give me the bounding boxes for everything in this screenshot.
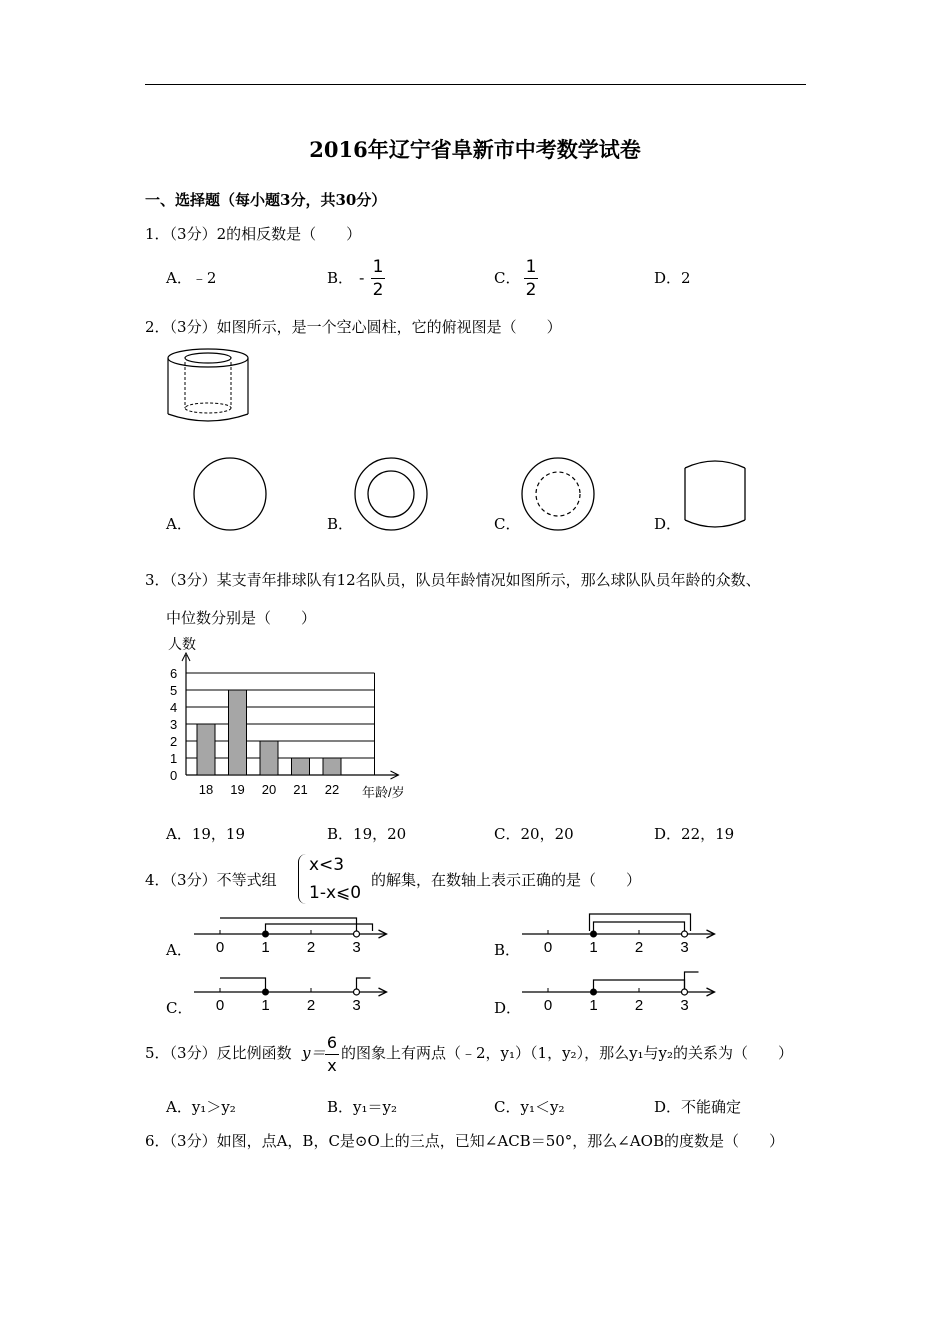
q4-option-d-number-line	[518, 962, 718, 1018]
fraction-numerator: 1	[372, 257, 384, 277]
closed-dot	[591, 931, 597, 937]
chart-xtick-label: 18	[198, 782, 214, 797]
chart-bar	[197, 724, 215, 775]
chart-ytick-label: 6	[170, 666, 178, 681]
number-line-tick-label: 1	[261, 997, 270, 1014]
open-dot	[354, 989, 360, 995]
chart-bar	[292, 758, 310, 775]
solution-bracket-ge3	[685, 972, 699, 989]
fraction-numerator: 6	[326, 1033, 338, 1052]
q4-option-a: A．	[166, 941, 192, 959]
closed-dot	[591, 989, 597, 995]
chart-ytick-label: 0	[170, 768, 178, 783]
open-dot	[354, 931, 360, 937]
q1-option-d: D．2	[654, 269, 691, 287]
q2-option-b-ring	[353, 456, 429, 532]
q4-option-b-number-line	[518, 904, 718, 960]
q2-option-b: B．	[327, 515, 354, 533]
q5-option-d: D．不能确定	[654, 1098, 742, 1116]
q4-option-c-number-line	[190, 962, 390, 1018]
number-line-tick-label: 2	[306, 939, 316, 956]
chart-xtick-label: 21	[293, 782, 308, 797]
solution-bracket-1to3	[594, 980, 685, 989]
hollow-cylinder-figure	[160, 344, 260, 428]
open-dot	[682, 931, 688, 937]
chart-ylabel: 人数	[168, 636, 196, 652]
number-line-tick-label: 3	[352, 997, 361, 1014]
age-bar-chart	[160, 632, 430, 804]
q1-option-b-fraction	[371, 258, 385, 299]
section-heading: 一、选择题（每小题3分，共30分）	[145, 191, 387, 209]
chart-ytick-label: 2	[170, 734, 178, 749]
solution-bracket-le1	[220, 978, 266, 989]
chart-bar	[260, 741, 278, 775]
number-line-tick-label: 3	[680, 939, 689, 956]
question-5-stem-suffix: 的图象上有两点（﹣2，y₁）（1，y₂），那么y₁与y₂的关系为（ ）	[341, 1044, 794, 1062]
question-3-stem-line1: 3．（3分）某支青年排球队有12名队员，队员年龄情况如图所示，那么球队队员年龄的众数、	[145, 571, 761, 589]
chart-xtick-label: 19	[230, 782, 245, 797]
open-dot	[682, 989, 688, 995]
brace	[298, 854, 307, 904]
chart-ytick-label: 1	[170, 751, 178, 766]
number-line-tick-label: 0	[215, 939, 225, 956]
page-title: 2016年辽宁省阜新市中考数学试卷	[309, 137, 641, 162]
chart-ytick-label: 3	[170, 717, 178, 732]
inequality-system	[298, 852, 368, 908]
q3-option-a: A．19，19	[166, 825, 246, 843]
q4-option-c: C．	[166, 999, 193, 1017]
q5-option-c: C．y₁＜y₂	[494, 1098, 565, 1116]
number-line-tick-label: 1	[261, 939, 270, 956]
q5-fraction	[325, 1034, 339, 1075]
q5-y-equals: y＝	[302, 1044, 326, 1062]
q2-option-a-circle	[192, 456, 268, 532]
q1-option-b-label: B．	[327, 269, 354, 287]
chart-xtick-label: 22	[324, 782, 340, 797]
q1-option-b-sign: -	[359, 269, 365, 287]
question-4-stem-prefix: 4．（3分）不等式组	[145, 871, 277, 889]
q1-option-c-label: C．	[494, 269, 521, 287]
inequality-2: 1-x⩽0	[309, 883, 362, 903]
number-line-tick-label: 3	[680, 997, 689, 1014]
fraction-denominator: 2	[525, 280, 537, 300]
q2-option-c: C．	[494, 515, 521, 533]
fraction-denominator: 2	[372, 280, 384, 300]
q3-option-d: D．22，19	[654, 825, 735, 843]
number-line-tick-label: 2	[306, 997, 316, 1014]
fraction-bar	[325, 1054, 339, 1055]
closed-dot	[263, 989, 269, 995]
solution-bracket-lt3	[594, 922, 685, 931]
q3-option-c: C．20，20	[494, 825, 574, 843]
chart-ytick-label: 4	[170, 700, 178, 715]
chart-ytick-label: 5	[170, 683, 178, 698]
inequality-1: x<3	[309, 855, 345, 875]
number-line-tick-label: 0	[543, 997, 553, 1014]
question-6-stem: 6．（3分）如图，点A，B，C是⊙O上的三点，已知∠ACB＝50°，那么∠AOB的度数是（ ）	[145, 1132, 784, 1150]
question-1-stem: 1．（3分）2的相反数是（ ）	[145, 225, 362, 243]
number-line-tick-label: 3	[352, 939, 361, 956]
q2-option-a: A．	[166, 515, 192, 533]
chart-bar	[323, 758, 341, 775]
q3-option-b: B．19，20	[327, 825, 407, 843]
number-line-tick-label: 2	[634, 997, 644, 1014]
q2-option-d: D．	[654, 515, 682, 533]
q4-option-b: B．	[494, 941, 521, 959]
number-line-tick-label: 0	[543, 939, 553, 956]
q4-option-d: D．	[494, 999, 522, 1017]
fraction-numerator: 1	[525, 257, 537, 277]
fraction-bar	[371, 278, 385, 279]
question-2-stem: 2．（3分）如图所示，是一个空心圆柱，它的俯视图是（ ）	[145, 318, 562, 336]
q4-option-a-number-line	[190, 904, 390, 960]
q5-option-b: B．y₁＝y₂	[327, 1098, 397, 1116]
q1-option-c-fraction	[524, 258, 538, 299]
number-line-tick-label: 1	[589, 997, 598, 1014]
q2-option-c-dashed-ring	[520, 456, 596, 532]
number-line-tick-label: 0	[215, 997, 225, 1014]
chart-xtick-label: 20	[261, 782, 277, 797]
chart-bar	[229, 690, 247, 775]
fraction-bar	[524, 278, 538, 279]
number-line-tick-label: 1	[589, 939, 598, 956]
fraction-denominator: x	[327, 1056, 337, 1075]
question-3-stem-line2: 中位数分别是（ ）	[166, 609, 317, 627]
number-line-tick-label: 2	[634, 939, 644, 956]
chart-xlabel: 年龄/岁	[362, 785, 405, 800]
q2-option-d-barrel	[680, 456, 750, 532]
q1-option-a: A．﹣2	[166, 269, 217, 287]
closed-dot	[263, 931, 269, 937]
q5-option-a: A．y₁＞y₂	[166, 1098, 236, 1116]
question-5-stem-prefix: 5．（3分）反比例函数	[145, 1044, 292, 1062]
solution-bracket-ge3	[357, 978, 371, 989]
question-4-stem-suffix: 的解集，在数轴上表示正确的是（ ）	[371, 871, 642, 889]
header-rule	[145, 84, 806, 85]
